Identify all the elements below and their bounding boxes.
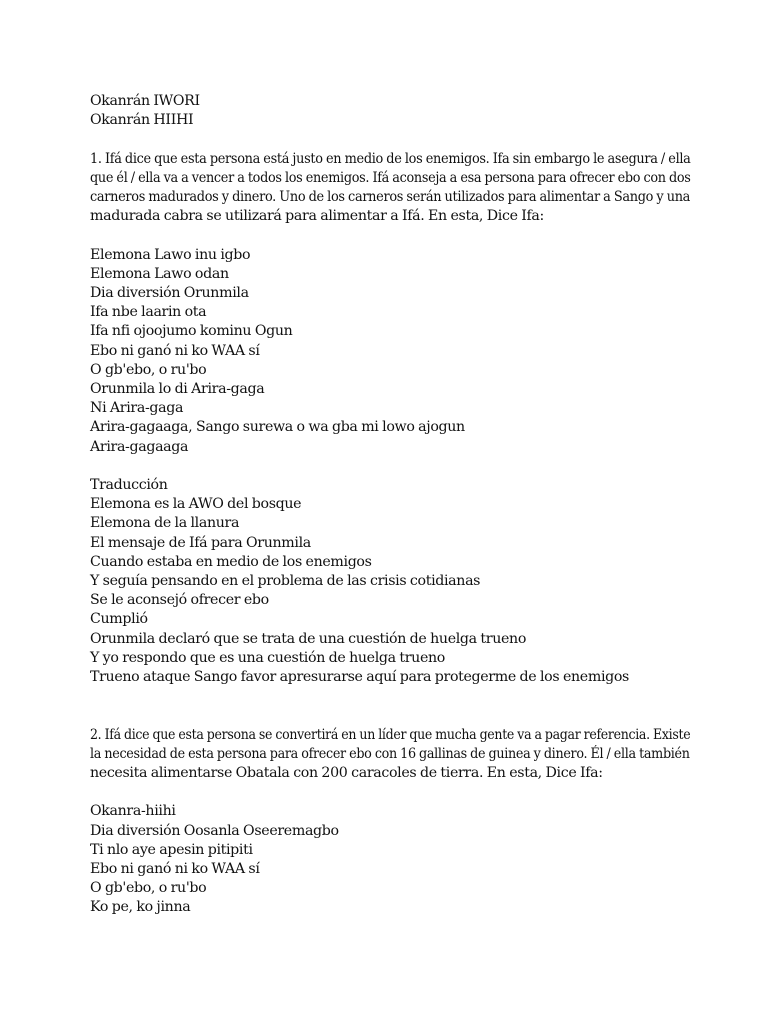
verse-line: Elemona Lawo odan <box>90 265 229 282</box>
section-2-intro <box>90 726 690 784</box>
verse-line: Arira-gagaaga <box>90 438 189 455</box>
verse-line: Orunmila lo di Arira-gaga <box>90 381 265 398</box>
spacer <box>90 457 690 476</box>
translation-line: Y seguía pensando en el problema de las crisis cotidianas <box>90 573 481 590</box>
section-1-verse <box>90 246 690 457</box>
spacer <box>90 130 690 149</box>
intro-line: que él / ella va a vencer a todos los enemigos. Ifá aconseja a esa persona para ofrecer ebo con dos <box>90 169 691 186</box>
intro-line: 1. Ifá dice que esta persona está justo en medio de los enemigos. Ifa sin embargo le asegura / ella <box>90 150 691 167</box>
document-header <box>90 92 690 130</box>
verse-line: Ifa nfi ojoojumo kominu Ogun <box>90 323 293 340</box>
intro-line: 2. Ifá dice que esta persona se convertirá en un líder que mucha gente va a pagar referencia. Existe <box>90 726 691 743</box>
title-line: Okanrán IWORI <box>90 93 200 109</box>
translation-line: Trueno ataque Sango favor apresurarse aquí para protegerme de los enemigos <box>90 669 629 686</box>
document-page <box>90 92 690 918</box>
translation-line: Y yo respondo que es una cuestión de huelga trueno <box>90 649 445 666</box>
verse-line: Ti nlo aye apesin pitipiti <box>90 841 253 858</box>
verse-line: Arira-gagaaga, Sango surewa o wa gba mi lowo ajogun <box>90 419 465 436</box>
verse-line: Dia diversión Orunmila <box>90 285 249 301</box>
spacer <box>90 783 690 802</box>
translation-line: Se le aconsejó ofrecer ebo <box>90 592 269 609</box>
section-2 <box>90 726 690 918</box>
translation-line: Cuando estaba en medio de los enemigos <box>90 553 372 570</box>
section-1-intro <box>90 150 690 227</box>
subtitle-line: Okanrán HIIHI <box>90 112 194 129</box>
section-1-translation <box>90 476 690 687</box>
verse-line: Ko pe, ko jinna <box>90 899 191 916</box>
translation-heading: Traducción <box>90 477 168 494</box>
verse-line: O gb'ebo, o ru'bo <box>90 880 207 897</box>
section-2-verse <box>90 802 690 917</box>
verse-line: Ifa nbe laarin ota <box>90 304 207 321</box>
verse-line: Ebo ni ganó ni ko WAA sí <box>90 342 260 359</box>
translation-line: Cumplió <box>90 611 148 628</box>
intro-line: necesita alimentarse Obatala con 200 caracoles de tierra. En esta, Dice Ifa: <box>90 765 603 782</box>
section-1 <box>90 150 690 688</box>
verse-line: Dia diversión Oosanla Oseeremagbo <box>90 822 339 839</box>
verse-line: Okanra-hiihi <box>90 803 176 820</box>
translation-line: Elemona es la AWO del bosque <box>90 496 302 513</box>
translation-line: El mensaje de Ifá para Orunmila <box>90 534 311 551</box>
translation-line: Orunmila declaró que se trata de una cuestión de huelga trueno <box>90 630 527 647</box>
verse-line: O gb'ebo, o ru'bo <box>90 361 207 378</box>
intro-line: carneros madurados y dinero. Uno de los carneros serán utilizados para alimentar a Sango y una <box>90 189 691 205</box>
verse-line: Ni Arira-gaga <box>90 400 184 417</box>
intro-line: madurada cabra se utilizará para alimentar a Ifá. En esta, Dice Ifa: <box>90 208 544 225</box>
verse-line: Ebo ni ganó ni ko WAA sí <box>90 861 260 878</box>
verse-line: Elemona Lawo inu igbo <box>90 246 251 263</box>
translation-line: Elemona de la llanura <box>90 515 240 532</box>
spacer <box>90 687 690 725</box>
spacer <box>90 226 690 245</box>
intro-line: la necesidad de esta persona para ofrecer ebo con 16 gallinas de guinea y dinero. Él / ella también <box>90 745 690 762</box>
